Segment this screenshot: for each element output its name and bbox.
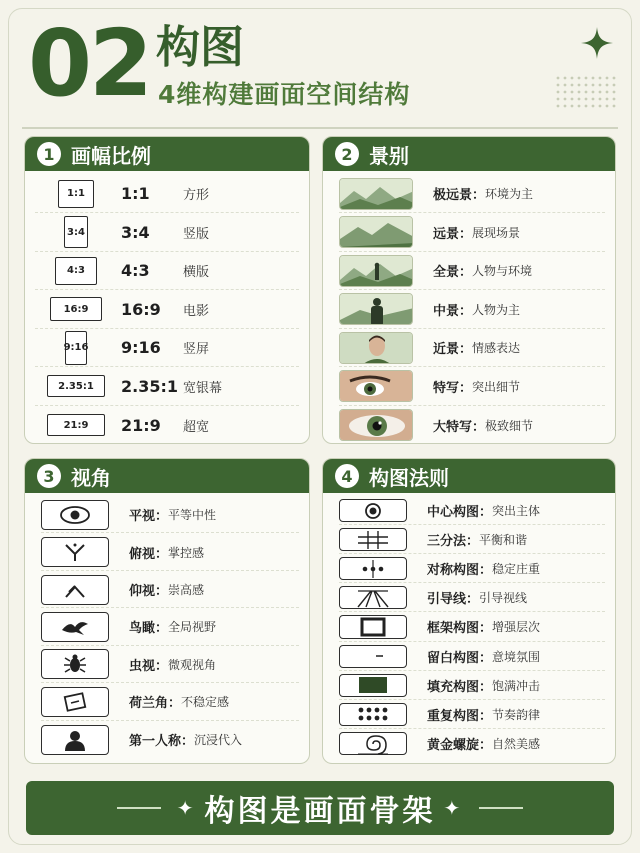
- center-target-icon: [339, 499, 407, 522]
- ratio-value: 3:4: [121, 222, 150, 242]
- close-up-thumbnail: [339, 332, 413, 364]
- ratio-value: 4:3: [121, 261, 150, 280]
- header-divider: [22, 127, 618, 129]
- ratio-name: 竖版: [183, 226, 210, 242]
- section-number: 02: [28, 10, 151, 117]
- angle-row: [41, 609, 299, 645]
- ratio-name: 横版: [183, 265, 210, 280]
- panel-title: 视角: [71, 465, 111, 490]
- rule-row: [339, 555, 605, 583]
- ratio-box-wrap: [35, 216, 117, 248]
- panel-number-badge: 4: [335, 464, 359, 488]
- panel-aspect-ratio: [24, 136, 310, 444]
- shot-label: 中景：: [433, 303, 473, 319]
- angle-label: 仰视：: [129, 584, 169, 600]
- medium-shot-thumbnail: [339, 293, 413, 325]
- panel-number-badge: 3: [37, 464, 61, 488]
- extreme-close-up-thumbnail: [339, 409, 413, 441]
- angle-row: [41, 722, 299, 758]
- rule-label: 填充构图：: [427, 679, 493, 695]
- rule-description: 平衡和谐: [479, 533, 528, 548]
- angle-description: 微观视角: [168, 657, 217, 672]
- page-subtitle: 4维构建画面空间结构: [158, 80, 411, 109]
- panel-title: 景别: [369, 143, 409, 168]
- angle-row: [41, 497, 299, 533]
- page-title: 构图: [156, 22, 244, 73]
- ratio-name: 电影: [183, 303, 210, 319]
- leading-lines-icon: [339, 586, 407, 609]
- golden-spiral-icon: [339, 732, 407, 755]
- ratio-value: 16:9: [121, 299, 161, 319]
- angle-row: [41, 572, 299, 608]
- rule-label: 引导线：: [427, 592, 480, 608]
- footer-banner: [26, 781, 614, 835]
- ratio-box-wrap: [35, 180, 117, 208]
- shot-row: [339, 291, 605, 329]
- banner-line-left: [117, 807, 161, 809]
- panel-shot-size: [322, 136, 616, 444]
- sparkle-icon: ✦: [176, 796, 197, 820]
- down-arrow-icon: [41, 537, 109, 567]
- panel-header: [323, 137, 615, 171]
- panel-title: 构图法则: [369, 465, 449, 490]
- angle-label: 虫视：: [129, 658, 169, 674]
- shot-description: 人物与环境: [472, 264, 533, 278]
- angle-label: 平视：: [129, 509, 169, 525]
- rule-label: 重复构图：: [427, 708, 493, 724]
- ratio-row: [35, 406, 299, 444]
- ratio-frame-icon: 3:4: [64, 216, 88, 248]
- rule-row: [339, 672, 605, 700]
- thirds-grid-icon: [339, 528, 407, 551]
- angle-label: 鸟瞰：: [129, 621, 169, 637]
- ratio-name: 方形: [183, 188, 210, 203]
- bug-icon: [41, 649, 109, 679]
- angle-description: 崇高感: [168, 583, 205, 598]
- full-shot-thumbnail: [339, 255, 413, 287]
- ratio-frame-icon: 9:16: [65, 331, 87, 365]
- ratio-row: [35, 175, 299, 213]
- shot-description: 突出细节: [472, 379, 521, 394]
- rule-label: 黄金螺旋：: [427, 738, 493, 754]
- angle-row: [41, 684, 299, 720]
- angle-label: 第一人称：: [129, 734, 195, 750]
- shot-label: 近景：: [433, 342, 473, 357]
- negative-space-icon: [339, 645, 407, 668]
- rule-description: 饱满冲击: [492, 678, 541, 693]
- panel-composition-rules: [322, 458, 616, 764]
- shot-label: 全景：: [433, 265, 473, 280]
- symmetry-icon: [339, 557, 407, 580]
- ratio-box-wrap: [35, 297, 117, 321]
- shot-label: 远景：: [433, 226, 473, 242]
- ratio-box-wrap: [35, 375, 117, 397]
- ratio-frame-icon: 16:9: [50, 297, 102, 321]
- ratio-frame-icon: 21:9: [47, 414, 105, 436]
- ratio-value: 2.35:1: [121, 376, 179, 396]
- ratio-value: 21:9: [121, 415, 161, 435]
- shot-row: [339, 406, 605, 444]
- angle-label: 荷兰角：: [129, 696, 182, 712]
- panel-header: [25, 459, 309, 493]
- ratio-row: [35, 214, 299, 252]
- angle-row: [41, 534, 299, 570]
- ratio-row: [35, 291, 299, 329]
- ratio-row: [35, 252, 299, 290]
- angle-description: 全局视野: [168, 620, 217, 635]
- sparkle-icon: ✦: [443, 796, 464, 820]
- ratio-frame-icon: 1:1: [58, 180, 94, 208]
- rule-row: [339, 497, 605, 525]
- shot-description: 人物为主: [472, 302, 521, 317]
- angle-description: 平等中性: [168, 508, 217, 523]
- ratio-box-wrap: [35, 331, 117, 365]
- panel-title: 画幅比例: [71, 143, 151, 168]
- long-shot-thumbnail: [339, 216, 413, 248]
- rule-label: 三分法：: [427, 534, 480, 550]
- shot-row: [339, 368, 605, 406]
- ratio-frame-icon: 4:3: [55, 257, 97, 285]
- shot-description: 环境为主: [485, 187, 534, 201]
- rule-description: 突出主体: [492, 504, 541, 519]
- rule-row: [339, 526, 605, 554]
- shot-row: [339, 175, 605, 213]
- shot-description: 情感表达: [472, 341, 521, 355]
- shot-description: 极致细节: [485, 418, 534, 433]
- panel-number-badge: 1: [37, 142, 61, 166]
- angle-description: 掌控感: [168, 545, 205, 560]
- person-icon: [41, 725, 109, 755]
- rule-description: 引导视线: [479, 591, 528, 606]
- ratio-name: 超宽: [183, 419, 210, 435]
- shot-description: 展现场景: [472, 225, 521, 240]
- ratio-frame-icon: 2.35:1: [47, 375, 105, 397]
- ratio-name: 竖屏: [183, 342, 210, 357]
- ratio-name: 宽银幕: [183, 380, 223, 396]
- panel-header: [323, 459, 615, 493]
- bird-icon: [41, 612, 109, 642]
- rule-row: [339, 730, 605, 758]
- rule-label: 中心构图：: [427, 505, 493, 521]
- repeat-dots-icon: [339, 703, 407, 726]
- shot-row: [339, 252, 605, 290]
- rule-row: [339, 584, 605, 612]
- rule-description: 自然美感: [492, 737, 541, 752]
- rule-description: 增强层次: [492, 620, 541, 635]
- dot-pattern-decoration: [554, 74, 618, 110]
- rule-label: 框架构图：: [427, 621, 493, 637]
- rule-row: [339, 643, 605, 671]
- fill-icon: [339, 674, 407, 697]
- frame-icon: [339, 615, 407, 638]
- ratio-box-wrap: [35, 414, 117, 436]
- panel-number-badge: 2: [335, 142, 359, 166]
- shot-label: 大特写：: [433, 419, 486, 435]
- shot-row: [339, 329, 605, 367]
- ratio-row: [35, 368, 299, 406]
- ratio-value: 1:1: [121, 184, 150, 203]
- sparkle-icon: [580, 26, 614, 60]
- detail-shot-thumbnail: [339, 370, 413, 402]
- banner-line-right: [479, 807, 523, 809]
- banner-text: 构图是画面骨架: [204, 794, 436, 829]
- ratio-value: 9:16: [121, 338, 161, 357]
- ratio-row: [35, 329, 299, 367]
- rule-description: 意境氛围: [492, 649, 541, 664]
- angle-description: 沉浸代入: [194, 733, 243, 748]
- shot-label: 特写：: [433, 380, 473, 396]
- rule-row: [339, 701, 605, 729]
- shot-label: 极远景：: [433, 188, 486, 203]
- rule-label: 对称构图：: [427, 563, 493, 579]
- rule-label: 留白构图：: [427, 650, 493, 666]
- rule-row: [339, 613, 605, 641]
- rule-description: 节奏韵律: [492, 707, 541, 722]
- angle-row: [41, 647, 299, 683]
- panel-header: [25, 137, 309, 171]
- rule-description: 稳定庄重: [492, 562, 541, 577]
- angle-label: 俯视：: [129, 546, 169, 562]
- panel-camera-angle: [24, 458, 310, 764]
- angle-description: 不稳定感: [181, 695, 230, 710]
- tilted-frame-icon: [41, 687, 109, 717]
- eye-icon: [41, 500, 109, 530]
- up-arrow-icon: [41, 575, 109, 605]
- extreme-long-shot-thumbnail: [339, 178, 413, 210]
- shot-row: [339, 214, 605, 252]
- ratio-box-wrap: [35, 257, 117, 285]
